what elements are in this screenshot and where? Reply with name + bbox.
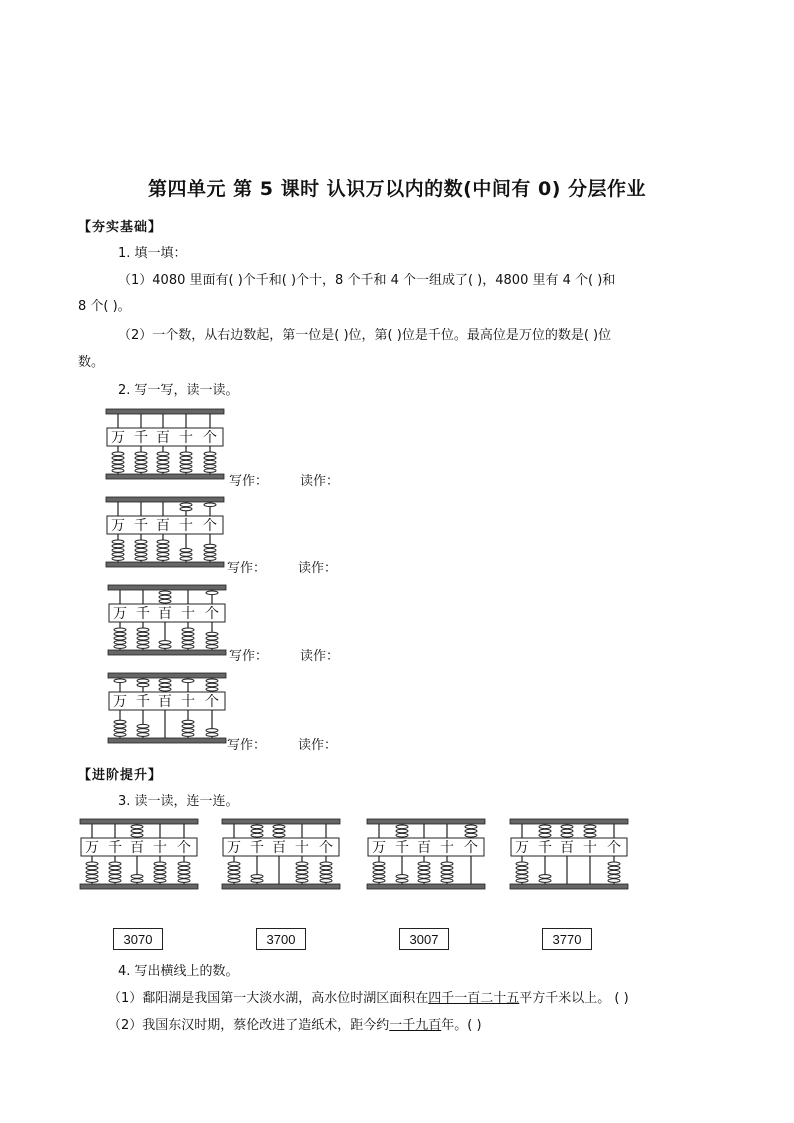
- abacus-bead: [182, 632, 194, 636]
- abacus-bottom-frame: [108, 650, 226, 655]
- abacus-bead: [180, 548, 192, 552]
- abacus-bead: [228, 879, 240, 883]
- abacus-bead: [251, 825, 263, 829]
- q3-heading: 3. 读一读，连一连。: [118, 794, 239, 809]
- abacus-bead: [561, 829, 573, 833]
- place-label: 十: [181, 606, 195, 622]
- abacus-bead: [396, 879, 408, 883]
- q4-part1: [108, 989, 629, 1009]
- abacus-bead: [373, 866, 385, 870]
- abacus-bead: [159, 641, 171, 645]
- q2-write-label-2: 写作：: [227, 561, 267, 576]
- place-label: 千: [395, 840, 409, 856]
- abacus-bead: [135, 557, 147, 561]
- place-label: 千: [108, 840, 122, 856]
- place-label: 千: [250, 840, 264, 856]
- abacus-bead: [112, 553, 124, 557]
- abacus-bead: [157, 469, 169, 473]
- place-label: 万: [111, 430, 125, 446]
- abacus-bead: [206, 729, 218, 733]
- place-label: 十: [179, 430, 193, 446]
- abacus-bead: [465, 829, 477, 833]
- abacus-bead: [114, 641, 126, 645]
- abacus-bead: [296, 866, 308, 870]
- abacus-bead: [180, 452, 192, 456]
- abacus-bead: [539, 825, 551, 829]
- q3-abacus-2: [220, 818, 342, 894]
- abacus-bead: [137, 724, 149, 728]
- place-label: 个: [177, 840, 191, 856]
- abacus-bead: [178, 870, 190, 874]
- place-label: 万: [111, 518, 125, 534]
- abacus-bead: [296, 862, 308, 866]
- abacus-bead: [114, 720, 126, 724]
- abacus-bead: [584, 825, 596, 829]
- abacus-top-frame: [367, 819, 485, 824]
- abacus-bead: [109, 862, 121, 866]
- abacus-bead: [418, 866, 430, 870]
- abacus-bead: [204, 544, 216, 548]
- abacus-bead: [561, 833, 573, 837]
- abacus-bead: [273, 833, 285, 837]
- abacus-bead: [135, 544, 147, 548]
- abacus-bead: [516, 862, 528, 866]
- abacus-bead: [135, 548, 147, 552]
- q1-heading: 1. 填一填：: [118, 246, 187, 261]
- abacus-bead: [112, 456, 124, 460]
- abacus-bead: [273, 829, 285, 833]
- abacus-bead: [441, 862, 453, 866]
- place-label: 十: [179, 518, 193, 534]
- abacus-bead: [178, 862, 190, 866]
- abacus-bead: [539, 879, 551, 883]
- abacus-bead: [86, 866, 98, 870]
- abacus-bead: [251, 879, 263, 883]
- abacus-bead: [516, 866, 528, 870]
- abacus-bead: [114, 636, 126, 640]
- abacus-bead: [206, 733, 218, 737]
- abacus-bead: [114, 632, 126, 636]
- q1-part2-line1: （2）一个数，从右边数起，第一位是( )位，第( )位是千位。最高位是万位的数是( )位: [118, 328, 612, 343]
- section-basic-heading: 【夯实基础】: [78, 220, 163, 235]
- q4-part2: [108, 1016, 482, 1036]
- abacus-bead: [204, 469, 216, 473]
- abacus-bead: [159, 591, 171, 595]
- q4-part1-underlined-number: 四千一百二十五: [428, 991, 520, 1006]
- abacus-bead: [137, 679, 149, 683]
- abacus-bead: [112, 465, 124, 469]
- abacus-bead: [109, 870, 121, 874]
- abacus-bead: [159, 687, 171, 691]
- abacus-bead: [206, 636, 218, 640]
- abacus-bead: [157, 540, 169, 544]
- abacus-bead: [112, 460, 124, 464]
- abacus-bead: [86, 870, 98, 874]
- q2-heading: 2. 写一写，读一读。: [118, 383, 239, 398]
- abacus-bead: [608, 866, 620, 870]
- abacus-bead: [320, 875, 332, 879]
- abacus-bead: [273, 825, 285, 829]
- abacus-bead: [182, 628, 194, 632]
- abacus-bead: [418, 870, 430, 874]
- abacus-bead: [516, 870, 528, 874]
- abacus-bead: [137, 683, 149, 687]
- q2-abacus-1: [104, 408, 226, 484]
- abacus-bead: [180, 456, 192, 460]
- abacus-bead: [114, 724, 126, 728]
- abacus-bead: [137, 729, 149, 733]
- abacus-bead: [137, 628, 149, 632]
- abacus-bottom-frame: [106, 562, 224, 567]
- abacus-bead: [228, 862, 240, 866]
- place-label: 万: [85, 840, 99, 856]
- abacus-bead: [320, 866, 332, 870]
- abacus-bead: [418, 875, 430, 879]
- q4-part2-text: （2）我国东汉时期，蔡伦改进了造纸术，距今约: [108, 1018, 390, 1033]
- abacus-bead: [296, 879, 308, 883]
- abacus-bead: [154, 879, 166, 883]
- abacus-bead: [114, 645, 126, 649]
- abacus-bottom-frame: [80, 884, 198, 889]
- abacus-bead: [320, 862, 332, 866]
- q2-abacus-4: [106, 672, 228, 748]
- q3-abacus-4: [508, 818, 630, 894]
- abacus-bead: [396, 833, 408, 837]
- abacus-bead: [206, 679, 218, 683]
- place-label: 十: [181, 694, 195, 710]
- abacus-bead: [206, 641, 218, 645]
- q2-read-label-1: 读作：: [300, 474, 340, 489]
- abacus-bead: [296, 875, 308, 879]
- abacus-bead: [135, 460, 147, 464]
- place-label: 百: [417, 840, 431, 856]
- abacus-top-frame: [80, 819, 198, 824]
- abacus-bead: [180, 465, 192, 469]
- abacus-bottom-frame: [510, 884, 628, 889]
- place-label: 千: [136, 694, 150, 710]
- abacus-bead: [206, 683, 218, 687]
- q3-abacus-1: [78, 818, 200, 894]
- abacus-bottom-frame: [108, 738, 226, 743]
- page-title: 第四单元 第 5 课时 认识万以内的数(中间有 0) 分层作业: [148, 178, 646, 200]
- abacus-bead: [137, 645, 149, 649]
- abacus-bead: [296, 870, 308, 874]
- abacus-bead: [109, 879, 121, 883]
- place-label: 个: [319, 840, 333, 856]
- abacus-bead: [204, 452, 216, 456]
- place-label: 百: [158, 606, 172, 622]
- abacus-bead: [396, 875, 408, 879]
- place-label: 千: [134, 518, 148, 534]
- place-label: 个: [607, 840, 621, 856]
- abacus-bead: [137, 632, 149, 636]
- abacus-bead: [608, 875, 620, 879]
- place-label: 百: [272, 840, 286, 856]
- q3-number-box-3700[interactable]: 3700: [256, 928, 306, 950]
- abacus-bead: [206, 591, 218, 595]
- place-label: 个: [205, 606, 219, 622]
- q2-read-label-2: 读作：: [298, 561, 338, 576]
- q1-part1-line2: 8 个( )。: [78, 299, 131, 314]
- q2-write-label-3: 写作：: [229, 649, 269, 664]
- abacus-bead: [373, 875, 385, 879]
- abacus-bead: [182, 645, 194, 649]
- q1-part1-line1: （1）4080 里面有( )个千和( )个十，8 个千和 4 个一组成了( )，4800 里有 4 个( )和: [118, 273, 616, 288]
- abacus-bead: [157, 553, 169, 557]
- q3-number-box-3770[interactable]: 3770: [542, 928, 592, 950]
- abacus-bead: [373, 862, 385, 866]
- abacus-bead: [320, 870, 332, 874]
- abacus-bead: [251, 833, 263, 837]
- abacus-bead: [539, 829, 551, 833]
- abacus-bead: [112, 452, 124, 456]
- abacus-bead: [251, 875, 263, 879]
- section-advanced-heading: 【进阶提升】: [78, 768, 163, 783]
- abacus-bead: [441, 875, 453, 879]
- place-label: 十: [295, 840, 309, 856]
- place-label: 万: [113, 606, 127, 622]
- abacus-bead: [114, 729, 126, 733]
- abacus-bead: [320, 879, 332, 883]
- abacus-bead: [516, 879, 528, 883]
- abacus-bead: [608, 879, 620, 883]
- place-label: 万: [113, 694, 127, 710]
- place-label: 万: [372, 840, 386, 856]
- abacus-bead: [561, 825, 573, 829]
- q4-part1-answer-blank: 平方千米以上。 ( ): [519, 991, 629, 1006]
- abacus-bead: [465, 825, 477, 829]
- place-label: 百: [560, 840, 574, 856]
- abacus-bead: [204, 460, 216, 464]
- abacus-bead: [109, 875, 121, 879]
- abacus-top-frame: [108, 585, 226, 590]
- abacus-bead: [86, 875, 98, 879]
- abacus-bead: [228, 866, 240, 870]
- q1-part2-line2: 数。: [78, 355, 105, 370]
- abacus-bead: [135, 469, 147, 473]
- abacus-bead: [182, 724, 194, 728]
- q4-part2-underlined-number: 一千九百: [389, 1018, 442, 1033]
- abacus-bead: [584, 829, 596, 833]
- abacus-bead: [154, 862, 166, 866]
- q4-part1-text: （1）鄱阳湖是我国第一大淡水湖，高水位时湖区面积在: [108, 991, 429, 1006]
- abacus-bottom-frame: [367, 884, 485, 889]
- place-label: 百: [156, 518, 170, 534]
- abacus-bead: [396, 825, 408, 829]
- place-label: 个: [203, 430, 217, 446]
- abacus-bead: [154, 870, 166, 874]
- abacus-bead: [373, 870, 385, 874]
- abacus-bead: [137, 733, 149, 737]
- abacus-bottom-frame: [222, 884, 340, 889]
- abacus-bead: [204, 465, 216, 469]
- abacus-bead: [204, 553, 216, 557]
- abacus-bead: [180, 503, 192, 507]
- abacus-bead: [251, 829, 263, 833]
- place-label: 千: [538, 840, 552, 856]
- abacus-bead: [109, 866, 121, 870]
- abacus-bead: [204, 557, 216, 561]
- abacus-bead: [182, 679, 194, 683]
- abacus-bead: [539, 875, 551, 879]
- q2-abacus-3: [106, 584, 228, 660]
- abacus-bead: [159, 599, 171, 603]
- abacus-bead: [182, 733, 194, 737]
- abacus-bead: [157, 465, 169, 469]
- abacus-bead: [206, 645, 218, 649]
- abacus-top-frame: [106, 409, 224, 414]
- abacus-bead: [204, 456, 216, 460]
- abacus-bead: [86, 862, 98, 866]
- abacus-bead: [180, 460, 192, 464]
- abacus-bead: [131, 829, 143, 833]
- abacus-bead: [135, 553, 147, 557]
- abacus-bead: [178, 875, 190, 879]
- place-label: 百: [158, 694, 172, 710]
- abacus-bead: [86, 879, 98, 883]
- abacus-top-frame: [222, 819, 340, 824]
- abacus-bead: [131, 875, 143, 879]
- q2-read-label-3: 读作：: [300, 649, 340, 664]
- abacus-bead: [418, 879, 430, 883]
- abacus-bead: [112, 544, 124, 548]
- abacus-bead: [157, 544, 169, 548]
- place-label: 百: [156, 430, 170, 446]
- abacus-bead: [180, 553, 192, 557]
- abacus-bead: [154, 875, 166, 879]
- abacus-bead: [178, 866, 190, 870]
- abacus-bead: [135, 452, 147, 456]
- abacus-bead: [135, 456, 147, 460]
- q3-number-box-3070[interactable]: 3070: [113, 928, 163, 950]
- place-label: 十: [153, 840, 167, 856]
- q3-abacus-3: [365, 818, 487, 894]
- q3-number-box-3007[interactable]: 3007: [399, 928, 449, 950]
- abacus-bead: [112, 548, 124, 552]
- abacus-bead: [114, 628, 126, 632]
- abacus-bead: [204, 548, 216, 552]
- q4-heading: 4. 写出横线上的数。: [118, 964, 239, 979]
- abacus-bead: [157, 460, 169, 464]
- place-label: 个: [203, 518, 217, 534]
- abacus-bead: [131, 833, 143, 837]
- abacus-bead: [157, 452, 169, 456]
- abacus-bead: [112, 469, 124, 473]
- abacus-bead: [114, 679, 126, 683]
- abacus-top-frame: [510, 819, 628, 824]
- abacus-bead: [206, 632, 218, 636]
- abacus-bead: [228, 875, 240, 879]
- abacus-bead: [159, 645, 171, 649]
- q2-read-label-4: 读作：: [298, 738, 338, 753]
- place-label: 十: [440, 840, 454, 856]
- abacus-bead: [178, 879, 190, 883]
- abacus-bead: [157, 456, 169, 460]
- abacus-bead: [180, 557, 192, 561]
- abacus-bead: [441, 866, 453, 870]
- abacus-bead: [159, 679, 171, 683]
- abacus-bead: [441, 879, 453, 883]
- abacus-bead: [441, 870, 453, 874]
- abacus-bead: [154, 866, 166, 870]
- abacus-bead: [182, 641, 194, 645]
- place-label: 个: [205, 694, 219, 710]
- abacus-bead: [157, 557, 169, 561]
- place-label: 十: [583, 840, 597, 856]
- q2-write-label-4: 写作：: [227, 738, 267, 753]
- abacus-bead: [516, 875, 528, 879]
- abacus-bead: [137, 641, 149, 645]
- abacus-bead: [114, 733, 126, 737]
- abacus-bead: [135, 540, 147, 544]
- abacus-bead: [206, 687, 218, 691]
- abacus-bead: [135, 465, 147, 469]
- abacus-bead: [539, 833, 551, 837]
- abacus-bead: [228, 870, 240, 874]
- q2-abacus-2: [104, 496, 226, 572]
- abacus-top-frame: [108, 673, 226, 678]
- abacus-bead: [112, 540, 124, 544]
- abacus-bead: [465, 833, 477, 837]
- abacus-bead: [373, 879, 385, 883]
- abacus-bead: [584, 833, 596, 837]
- abacus-bead: [112, 557, 124, 561]
- abacus-bead: [131, 879, 143, 883]
- abacus-bead: [608, 862, 620, 866]
- place-label: 万: [227, 840, 241, 856]
- abacus-bead: [180, 507, 192, 511]
- abacus-bead: [418, 862, 430, 866]
- place-label: 个: [464, 840, 478, 856]
- abacus-bead: [157, 548, 169, 552]
- q2-write-label-1: 写作：: [229, 474, 269, 489]
- place-label: 百: [130, 840, 144, 856]
- abacus-bead: [182, 720, 194, 724]
- abacus-bottom-frame: [106, 474, 224, 479]
- abacus-bead: [159, 683, 171, 687]
- q4-part2-answer-blank: 年。( ): [441, 1018, 482, 1033]
- place-label: 千: [134, 430, 148, 446]
- abacus-bead: [182, 729, 194, 733]
- abacus-bead: [608, 870, 620, 874]
- abacus-top-frame: [106, 497, 224, 502]
- abacus-bead: [159, 595, 171, 599]
- abacus-bead: [396, 829, 408, 833]
- abacus-bead: [182, 636, 194, 640]
- abacus-bead: [204, 503, 216, 507]
- abacus-bead: [137, 636, 149, 640]
- place-label: 千: [136, 606, 150, 622]
- abacus-bead: [131, 825, 143, 829]
- place-label: 万: [515, 840, 529, 856]
- abacus-bead: [180, 469, 192, 473]
